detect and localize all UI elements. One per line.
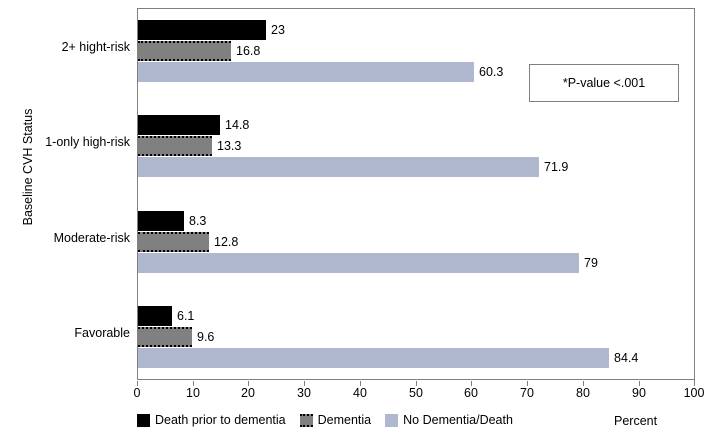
pvalue-annotation bbox=[529, 64, 679, 102]
y-tick-label-3: Favorable bbox=[74, 326, 130, 340]
legend-label-death: Death prior to dementia bbox=[155, 413, 286, 427]
x-tick-label-9: 90 bbox=[632, 386, 646, 400]
bar-dementia-3 bbox=[138, 327, 192, 347]
x-tick-label-2: 20 bbox=[241, 386, 255, 400]
bar-nodementia-3 bbox=[138, 348, 609, 368]
bar-nodementia-0 bbox=[138, 62, 474, 82]
legend-swatch-nodementia-icon bbox=[385, 414, 398, 427]
x-tick-label-7: 70 bbox=[520, 386, 534, 400]
bar-label-dementia-3: 9.6 bbox=[197, 330, 215, 344]
pvalue-text: P-value <.001 bbox=[567, 76, 646, 90]
bar-death-1 bbox=[138, 115, 220, 135]
bar-nodementia-1 bbox=[138, 157, 539, 177]
x-tick-label-8: 80 bbox=[576, 386, 590, 400]
bar-label-nodementia-1: 71.9 bbox=[544, 160, 569, 174]
x-axis-title: Percent bbox=[614, 414, 658, 428]
x-tick-label-0: 0 bbox=[133, 386, 141, 400]
x-tick-label-5: 50 bbox=[409, 386, 423, 400]
bar-label-nodementia-3: 84.4 bbox=[614, 351, 639, 365]
bar-death-0 bbox=[138, 20, 266, 40]
bar-death-3 bbox=[138, 306, 172, 326]
y-tick-label-2: Moderate-risk bbox=[53, 231, 130, 245]
x-tick-label-6: 60 bbox=[464, 386, 478, 400]
bar-label-dementia-1: 13.3 bbox=[217, 139, 242, 153]
bar-label-death-0: 23 bbox=[271, 23, 285, 37]
bar-label-death-1: 14.8 bbox=[225, 118, 250, 132]
x-tick-label-4: 40 bbox=[353, 386, 367, 400]
bar-label-nodementia-0: 60.3 bbox=[479, 65, 504, 79]
legend bbox=[137, 413, 557, 427]
legend-item-death bbox=[137, 413, 286, 427]
legend-swatch-dementia-icon bbox=[300, 414, 313, 427]
legend-label-dementia: Dementia bbox=[317, 413, 372, 427]
bar-label-death-3: 6.1 bbox=[177, 309, 195, 323]
y-tick-label-0: 2+ hight-risk bbox=[61, 40, 130, 54]
bar-nodementia-2 bbox=[138, 253, 579, 273]
legend-swatch-death-icon bbox=[137, 414, 150, 427]
legend-item-nodementia bbox=[385, 413, 513, 427]
legend-label-nodementia: No Dementia/Death bbox=[403, 413, 513, 427]
bar-label-nodementia-2: 79 bbox=[584, 256, 598, 270]
y-tick-label-1: 1-only high-risk bbox=[45, 135, 130, 149]
x-tick-label-3: 30 bbox=[297, 386, 311, 400]
x-tick-label-10: 100 bbox=[683, 386, 705, 400]
bar-label-death-2: 8.3 bbox=[189, 214, 207, 228]
pvalue-marker: * bbox=[562, 76, 568, 90]
bar-label-dementia-0: 16.8 bbox=[236, 44, 261, 58]
y-axis-title: Baseline CVH Status bbox=[21, 108, 35, 226]
x-tick-label-1: 10 bbox=[186, 386, 200, 400]
legend-item-dementia bbox=[300, 413, 372, 427]
bar-dementia-0 bbox=[138, 41, 231, 61]
bar-dementia-2 bbox=[138, 232, 209, 252]
bar-dementia-1 bbox=[138, 136, 212, 156]
bar-death-2 bbox=[138, 211, 184, 231]
bar-label-dementia-2: 12.8 bbox=[214, 235, 239, 249]
